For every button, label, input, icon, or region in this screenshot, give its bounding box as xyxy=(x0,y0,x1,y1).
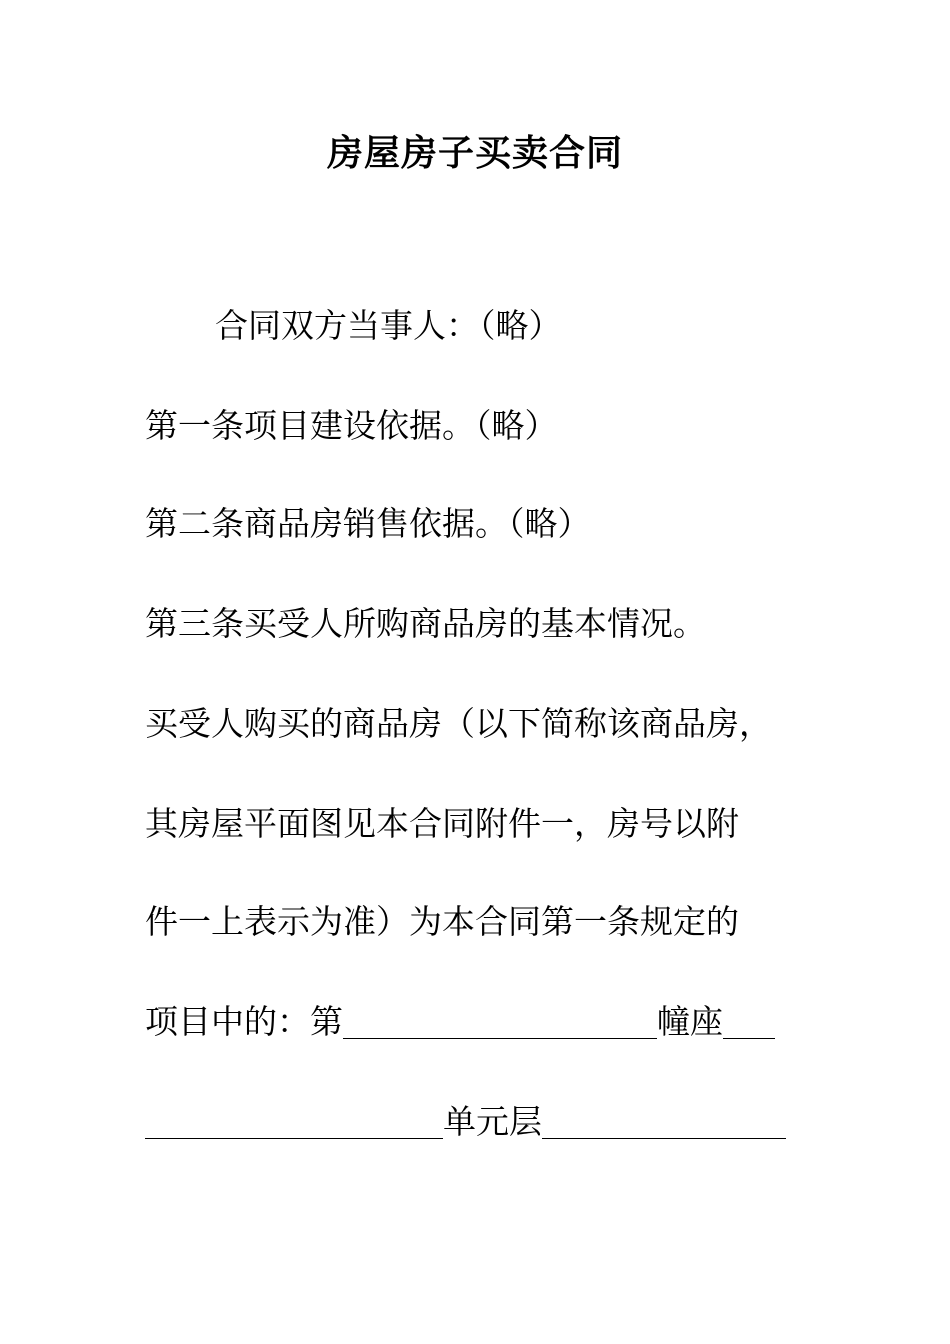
paragraph-body-line-5 xyxy=(145,1098,805,1146)
fill-blank-seat xyxy=(723,1002,775,1039)
paragraph-body-line-1: 买受人购买的商品房（以下简称该商品房， xyxy=(145,704,772,743)
fill-blank-floor xyxy=(542,1102,786,1139)
text-segment: 项目中的：第 xyxy=(145,1002,343,1041)
paragraph-article-1: 第一条项目建设依据。（略） xyxy=(145,406,558,445)
text-segment: 幢座 xyxy=(657,1002,723,1041)
text-segment: 单元层 xyxy=(443,1102,542,1141)
paragraph-article-2: 第二条商品房销售依据。（略） xyxy=(145,504,591,543)
paragraph-body-line-4 xyxy=(145,998,805,1046)
paragraph-body-line-3: 件一上表示为准）为本合同第一条规定的 xyxy=(145,902,739,941)
paragraph-body-line-2: 其房屋平面图见本合同附件一，房号以附 xyxy=(145,804,739,843)
fill-blank-building xyxy=(343,1002,657,1039)
paragraph-parties: 合同双方当事人：（略） xyxy=(215,306,562,345)
paragraph-article-3: 第三条买受人所购商品房的基本情况。 xyxy=(145,604,706,643)
fill-blank-unit xyxy=(145,1102,443,1139)
document-title: 房屋房子买卖合同 xyxy=(326,132,623,174)
